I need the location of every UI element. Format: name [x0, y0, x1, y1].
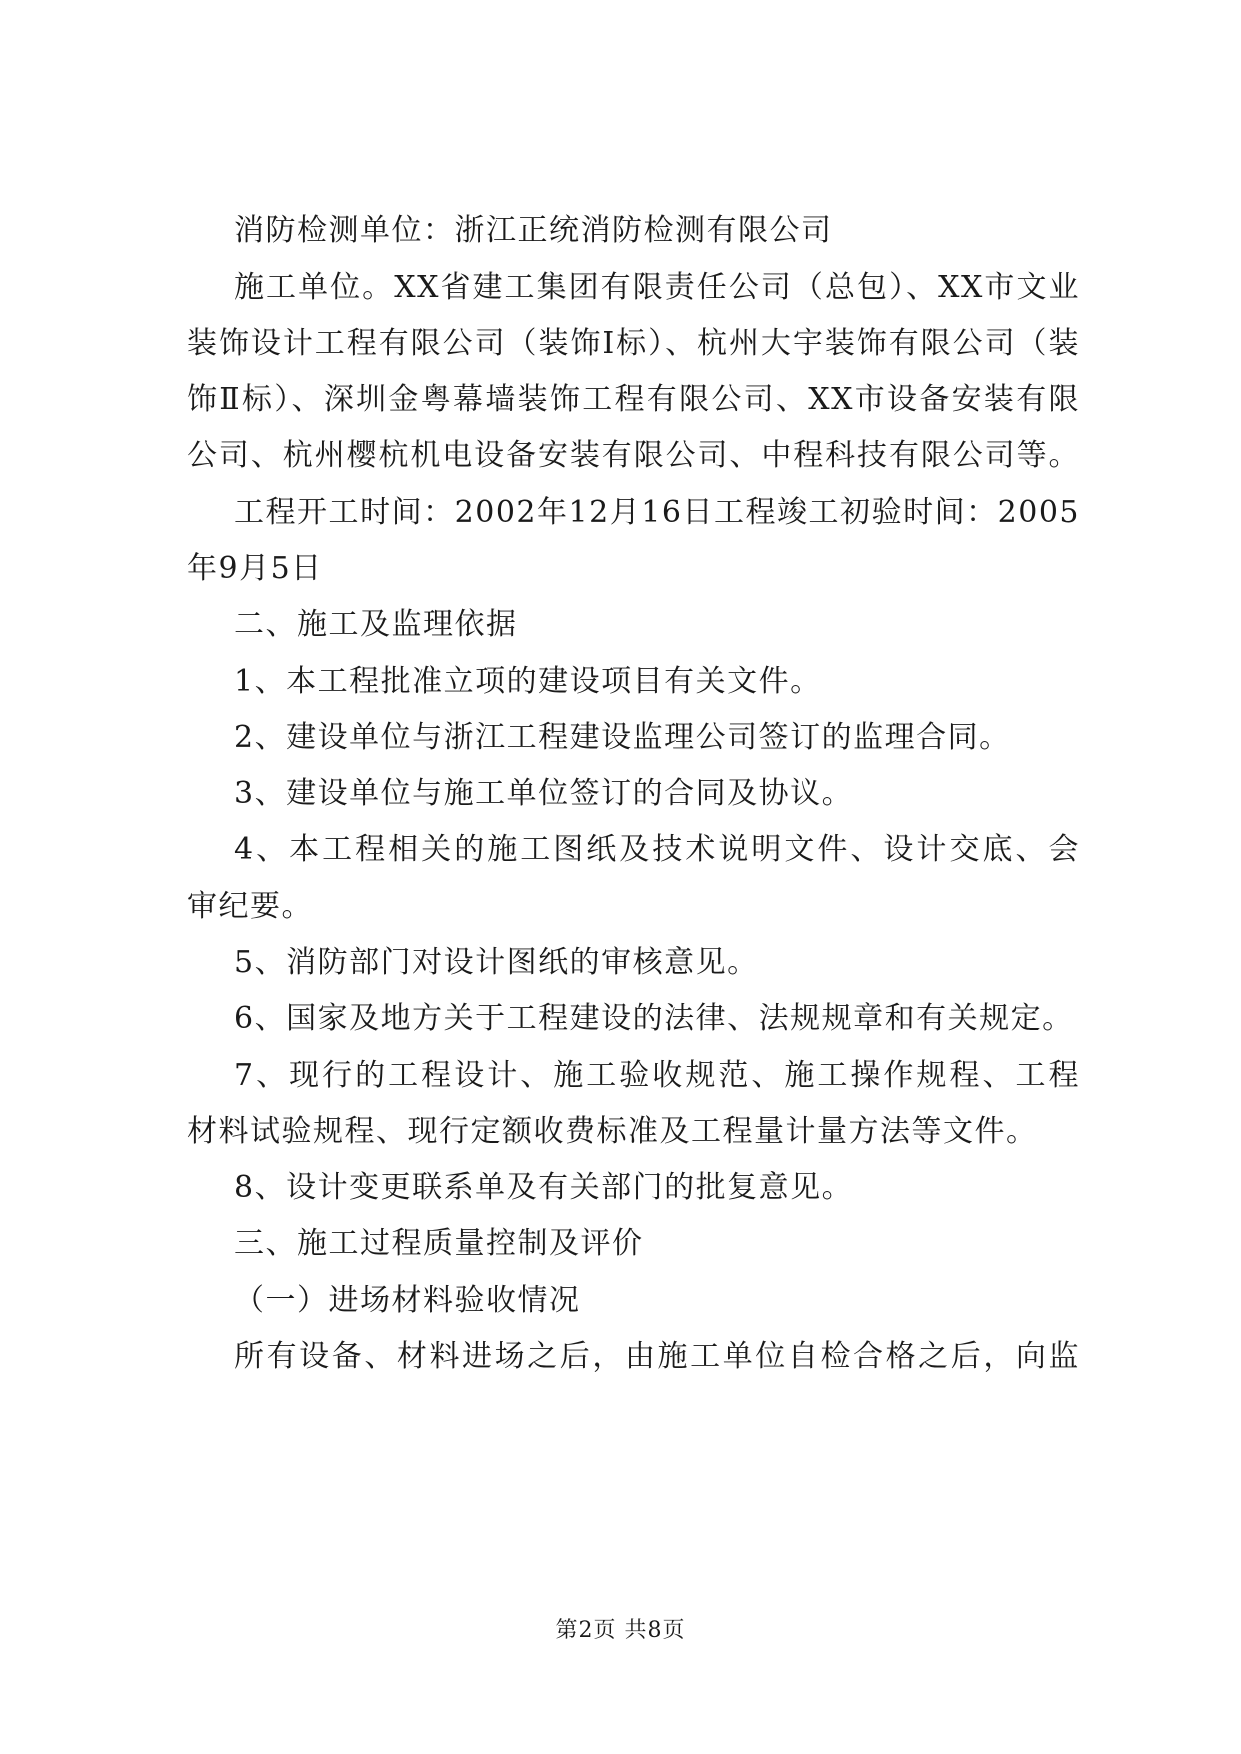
- list-item: 7、现行的工程设计、施工验收规范、施工操作规程、工程: [234, 1058, 1080, 1093]
- subsection-heading: （一）进场材料验收情况: [234, 1283, 581, 1318]
- list-item-continuation: 材料试验规程、现行定额收费标准及工程量计量方法等文件。: [187, 1114, 1038, 1149]
- section-heading: 二、施工及监理依据: [234, 607, 518, 642]
- text-line: 饰Ⅱ标）、深圳金粤幕墙装饰工程有限公司、XX市设备安装有限: [187, 382, 1080, 417]
- list-item: 2、建设单位与浙江工程建设监理公司签订的监理合同。: [234, 720, 1011, 755]
- page-footer: 第2页 共8页: [555, 1618, 686, 1643]
- section-heading: 三、施工过程质量控制及评价: [234, 1226, 644, 1261]
- text-line: 消防检测单位：浙江正统消防检测有限公司: [234, 213, 833, 248]
- text-line: 公司、杭州樱杭机电设备安装有限公司、中程科技有限公司等。: [187, 438, 1080, 473]
- text-line: 施工单位。XX省建工集团有限责任公司（总包）、XX市文业: [234, 270, 1080, 305]
- list-item: 6、国家及地方关于工程建设的法律、法规规章和有关规定。: [234, 1001, 1074, 1036]
- list-item: 4、本工程相关的施工图纸及技术说明文件、设计交底、会: [234, 832, 1080, 867]
- list-item: 8、设计变更联系单及有关部门的批复意见。: [234, 1170, 854, 1205]
- list-item: 5、消防部门对设计图纸的审核意见。: [234, 945, 759, 980]
- list-item: 3、建设单位与施工单位签订的合同及协议。: [234, 776, 854, 811]
- text-line: 年9月5日: [187, 551, 323, 586]
- text-line: 工程开工时间：2002年12月16日工程竣工初验时间：2005: [234, 495, 1080, 530]
- list-item-continuation: 审纪要。: [187, 889, 313, 924]
- text-line: 所有设备、材料进场之后，由施工单位自检合格之后，向监: [234, 1339, 1080, 1374]
- text-line: 装饰设计工程有限公司（装饰Ⅰ标）、杭州大宇装饰有限公司（装: [187, 326, 1080, 361]
- list-item: 1、本工程批准立项的建设项目有关文件。: [234, 664, 822, 699]
